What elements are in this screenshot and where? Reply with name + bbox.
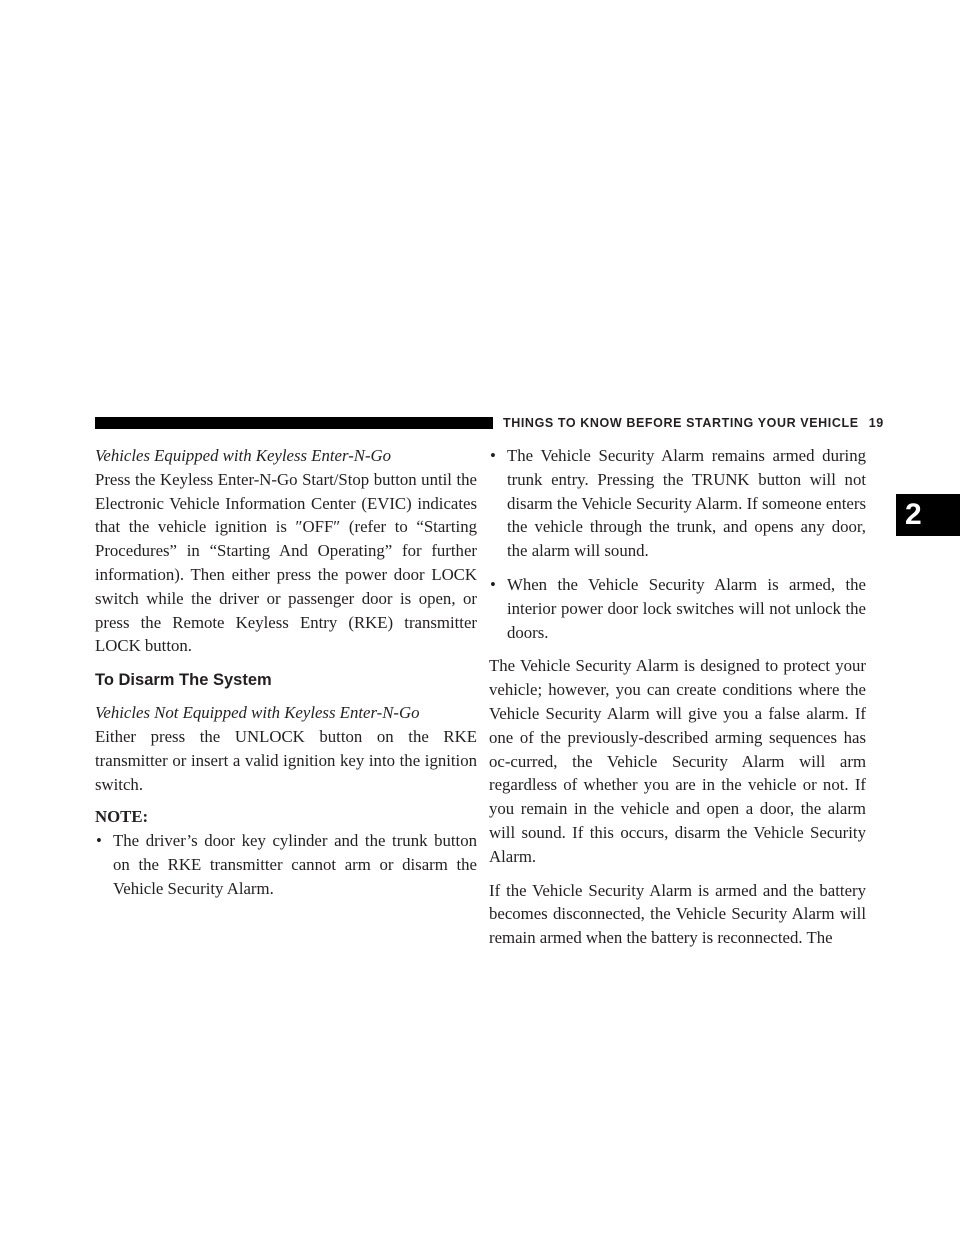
running-header-title: THINGS TO KNOW BEFORE STARTING YOUR VEHICLE [503,416,859,430]
paragraph-battery: If the Vehicle Security Alarm is armed and the battery becomes disconnected, the Vehicle Security Alarm will remain armed when the battery is reconnected. The [489,880,866,948]
note-label: NOTE: [95,807,149,827]
paragraph-keyless-arming: Press the Keyless Enter-N-Go Start/Stop button until the Electronic Vehicle Information Center (EVIC) indicates that the vehicle ignition is ″OFF″ (refer to “Starting Procedures” in “Starting And Operating” for further information). Then either press the power door LOCK switch while the driver or passenger door is open, or press the Remote Keyless Entry (RKE) transmitter LOCK button. [95,469,477,656]
list-item-text: The driver’s door key cylinder and the trunk button on the RKE transmitter cannot arm or disarm the Vehicle Security Alarm. [113,831,477,898]
list-item [489,444,866,563]
chapter-tab: 2 [896,494,960,536]
list-item [489,573,866,644]
header-rule-bar [95,417,493,429]
list-item-text: The Vehicle Security Alarm remains armed during trunk entry. Pressing the TRUNK button will not disarm the Vehicle Security Alarm. If someone enters the vehicle through the trunk, and opens any door, the alarm will sound. [507,446,866,561]
bullet-icon: • [96,831,102,851]
running-header [503,414,884,432]
section-title-disarm: To Disarm The System [95,671,272,690]
paragraph-false-alarm: The Vehicle Security Alarm is designed to protect your vehicle; however, you can create conditions where the Vehicle Security Alarm will give you a false alarm. If one of the previously-described arming sequences has oc-curred, the Vehicle Security Alarm will arm regardless of whether you are in the vehicle or not. If you remain in the vehicle and open a door, the alarm will sound. If this occurs, disarm the Vehicle Security Alarm. [489,656,866,866]
list-item-text: When the Vehicle Security Alarm is armed, the interior power door lock switches will not unlock the doors. [507,574,866,642]
bullet-icon: • [490,446,496,465]
left-column [95,444,477,901]
list-item [95,829,477,900]
right-bullet-list [489,444,866,644]
subheading-keyless-equipped: Vehicles Equipped with Keyless Enter-N-Go [95,446,392,465]
subheading-keyless-not-equipped: Vehicles Not Equipped with Keyless Enter-N-Go [95,703,420,723]
paragraph-disarm-instructions: Either press the UNLOCK button on the RKE transmitter or insert a valid ignition key into the ignition switch. [95,726,477,794]
bullet-icon: • [490,574,496,594]
right-column [489,444,866,950]
note-bullet-list [95,829,477,900]
page-number: 19 [868,416,884,430]
